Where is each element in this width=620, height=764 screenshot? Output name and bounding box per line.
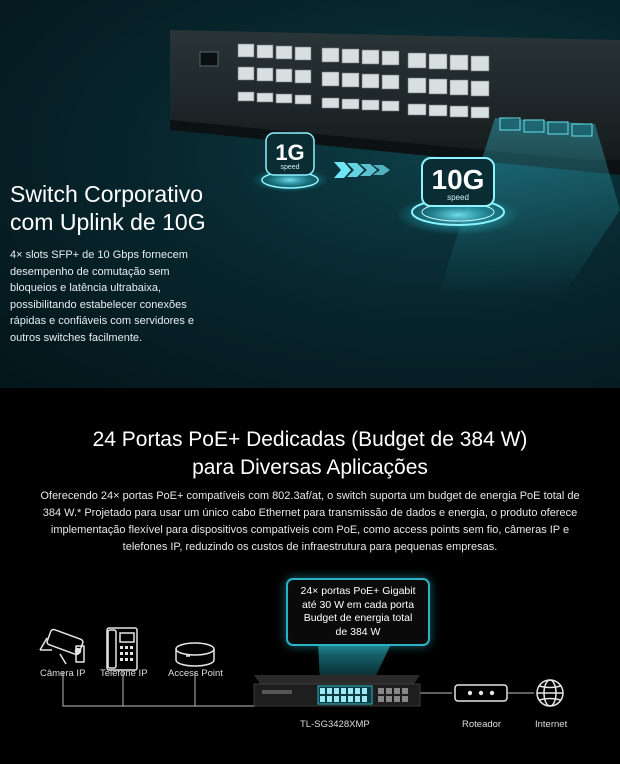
access-point-label: Access Point: [168, 668, 223, 679]
switch-model-label: TL-SG3428XMP: [300, 719, 370, 730]
poe-section: [0, 388, 620, 764]
badge-1g-unit: speed: [280, 164, 300, 171]
phone-label: Telefone IP: [100, 668, 148, 679]
phone-icon: [107, 628, 137, 670]
poe-title-line2: para Diversas Aplicações: [192, 456, 428, 479]
hero-title-line1: Switch Corporativo: [10, 181, 204, 207]
access-point-icon: [176, 643, 214, 666]
hero-description: 4× slots SFP+ de 10 Gbps fornecem desempenho de comutação sem bloqueios e latência ultrabaixa, possibilitando estabelecer conexões rápidas e confiáveis com servidores e outros switches facilmente.: [10, 249, 195, 344]
switch-device-image: [170, 30, 620, 300]
badge-10g-unit: speed: [447, 193, 469, 202]
poe-diagram: [0, 388, 620, 764]
switch-icon: [254, 675, 420, 706]
poe-callout: [286, 578, 430, 646]
hero-title: [10, 180, 270, 236]
callout-line2: até 30 W em cada porta: [301, 598, 415, 611]
camera-label: Câmera IP: [40, 668, 86, 679]
callout-line4: de 384 W: [335, 625, 381, 638]
callout-line3: Budget de energia total: [303, 612, 413, 624]
globe-icon: [537, 680, 563, 706]
badge-1g-value: 1G: [275, 140, 305, 165]
camera-icon: [40, 629, 84, 664]
speed-arrows: [334, 162, 390, 178]
poe-description: Oferecendo 24× portas PoE+ compatíveis com 802.3af/at, o switch suporta um budget de energia PoE total de 384 W.* Projetado para usar um único cabo Ethernet para transmissão de dados e energia, o produto oferece implementação flexível para dispositivos compatíveis com PoE, como access points sem fio, câmeras IP e telefones IP, reduzindo os custos de infraestrutura para pequenas empresas.: [40, 490, 580, 553]
badge-10g-value: 10G: [431, 164, 485, 195]
poe-title-line1: 24 Portas PoE+ Dedicadas (Budget de 384 W): [92, 428, 528, 451]
callout-line1: 24× portas PoE+ Gigabit: [300, 585, 416, 597]
router-label: Roteador: [462, 719, 502, 730]
router-icon: [455, 685, 507, 701]
hero-title-line2: com Uplink de 10G: [10, 209, 206, 235]
internet-label: Internet: [535, 719, 568, 730]
